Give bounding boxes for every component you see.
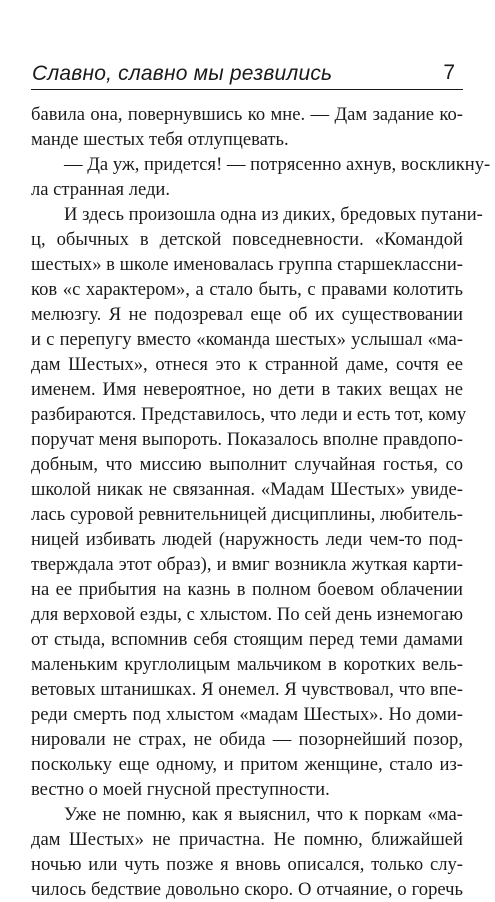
text-line: ночью или чуть позже я вновь описался, только слу- [31,854,463,875]
text-line: тверждала этот образ), и вмиг возникла жуткая карти- [31,554,463,575]
text-line: добным, что миссию выполнит случайная гостья, со [31,454,463,475]
text-line: и с перепугу вместо «команда шестых» услышал «ма- [31,329,463,350]
text-line: манде шестых тебя отлупцевать. [31,129,289,150]
paragraph [31,802,463,902]
text-line: маленьким круглолицым мальчиком в коротких вель- [31,654,463,675]
text-line: ц, обычных в детской повседневности. «Командой [31,229,463,250]
paragraph [31,102,463,152]
text-line: лась суровой ревнительницей дисциплины, любитель- [31,504,463,525]
text-line: поскольку еще одному, и притом женщине, стало из- [31,754,463,775]
text-line: от стыда, вспомнив себя стоящим перед теми дамами [31,629,463,650]
text-line: дам Шестых» не причастна. Не помню, ближайшей [31,829,463,850]
text-line: чилось бедствие довольно скоро. О отчаяние, о горечь [31,879,463,900]
text-line: И здесь произошла одна из диких, бредовых путани- [64,204,483,225]
text-line: нировали не страх, не обида — позорнейший позор, [31,729,463,750]
text-line: — Да уж, придется! — потрясенно ахнув, воскликну- [64,154,491,175]
text-line: ветовых штанишках. Я онемел. Я чувствовал, что впе- [31,679,463,700]
text-line: школой никак не связанная. «Мадам Шестых» увиде- [31,479,463,500]
text-line: Уже не помню, как я выяснил, что к поркам «ма- [64,804,463,825]
text-line: для верховой езды, с хлыстом. По сей день изнемогаю [31,604,463,625]
text-line: ницей избивать людей (наружность леди чем-то под- [31,529,463,550]
text-line: именем. Имя невероятное, но дети в таких вещах не [31,379,463,400]
text-line: разбираются. Представилось, что леди и есть тот, кому [31,404,467,425]
running-title: Славно, славно мы резвились [32,62,333,85]
running-header [31,52,463,90]
header-rule [31,89,463,90]
text-line: ков «с характером», а стало быть, с правами колотить [31,279,463,300]
text-line: поручат меня выпороть. Показалось вполне правдопо- [31,429,463,450]
text-line: реди смерть под хлыстом «мадам Шестых». Но доми- [31,704,463,725]
text-line: мелюзгу. Я не подозревал еще об их существовании [31,304,463,325]
text-line: ла странная леди. [31,179,171,200]
text-line: вестно о моей гнусной преступности. [31,779,330,800]
page-number: 7 [443,61,455,84]
text-line: дам Шестых», отнеся это к странной даме, сочтя ее [31,354,463,375]
text-line: на ее прибытия на казнь в полном боевом облачении [31,579,463,600]
text-line: шестых» в школе именовалась группа старшеклассни- [31,254,463,275]
paragraph [31,152,491,202]
body-text [31,102,491,902]
text-line: бавила она, повернувшись ко мне. — Дам задание ко- [31,104,463,125]
paragraph [31,202,483,802]
